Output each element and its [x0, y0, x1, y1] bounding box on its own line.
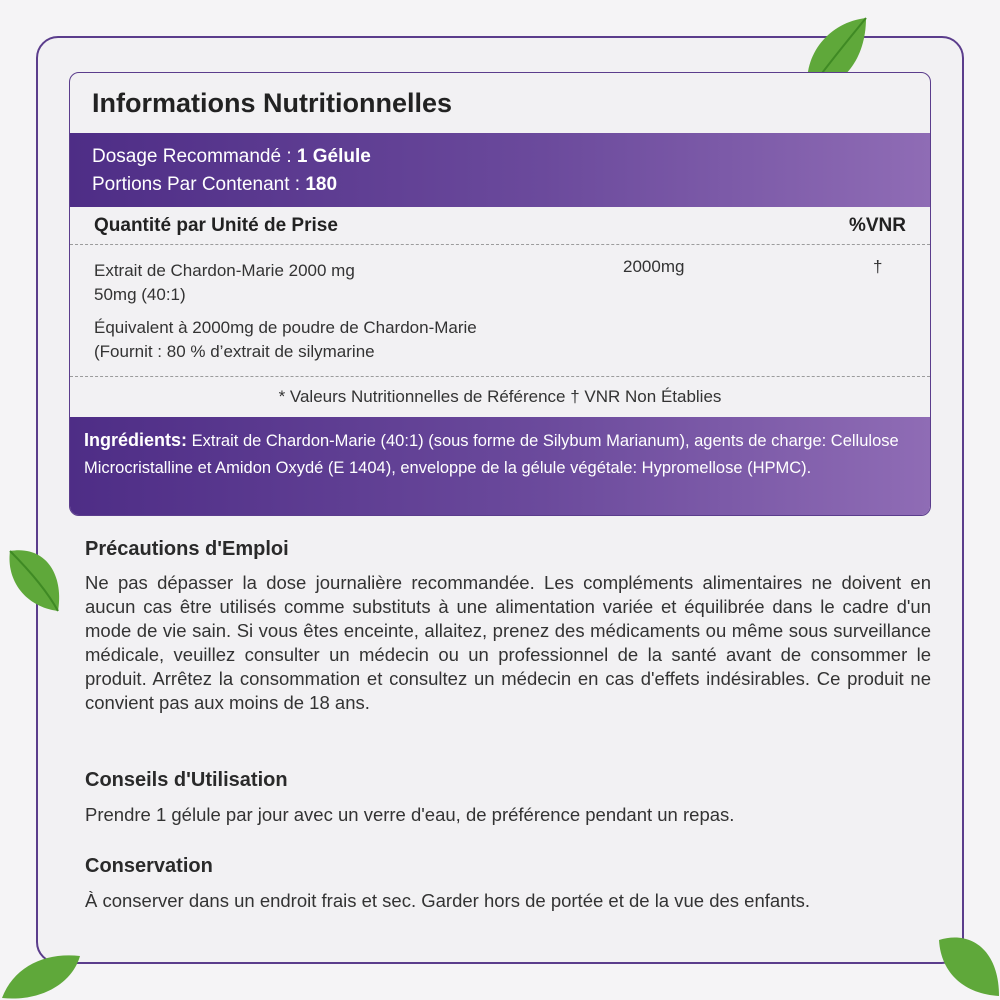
ingredients-band [70, 417, 930, 515]
qty-header: Quantité par Unité de Prise [94, 214, 338, 236]
table-rows [70, 245, 930, 377]
precautions-title: Précautions d'Emploi [85, 538, 289, 560]
portions-line [92, 171, 908, 199]
leaf-icon [6, 545, 64, 615]
row1-amount: 2000mg [623, 257, 685, 276]
nutrition-panel [69, 72, 931, 516]
portions-value: 180 [305, 174, 338, 195]
dosage-value: 1 Gélule [296, 146, 371, 167]
dosage-label: Dosage Recommandé : [92, 146, 297, 167]
footnote: * Valeurs Nutritionnelles de Référence † VNR Non Établies [278, 387, 722, 406]
vnr-header: %VNR [848, 214, 906, 236]
portions-label: Portions Par Contenant : [92, 174, 306, 195]
conservation-title: Conservation [85, 855, 213, 877]
row1-vnr: † [873, 257, 883, 276]
ingredients-text: Extrait de Chardon-Marie (40:1) (sous forme de Silybum Marianum), agents de charge: Cellulose Microcristalline et Amidon Oxydé (E 1404), enveloppe de la gélule végétale: Hypromellose (HPMC). [84, 432, 899, 477]
conseils-text: Prendre 1 gélule par jour avec un verre d'eau, de préférence pendant un repas. [85, 804, 735, 825]
dosage-line [92, 143, 908, 171]
table-header [70, 207, 930, 245]
row1-line2: 50mg (40:1) [94, 285, 186, 304]
leaf-icon [0, 950, 82, 1000]
row1-line1: Extrait de Chardon-Marie 2000 mg [94, 261, 355, 280]
table-row [94, 316, 477, 364]
panel-title: Informations Nutritionnelles [92, 87, 453, 118]
serving-band [70, 133, 930, 207]
row2-line2: (Fournit : 80 % d’extrait de silymarine [94, 342, 375, 361]
row2-line1: Équivalent à 2000mg de poudre de Chardon-Marie [94, 318, 477, 337]
conservation-text: À conserver dans un endroit frais et sec. Garder hors de portée et de la vue des enfants. [85, 890, 810, 911]
table-row [94, 259, 355, 307]
ingredients-label: Ingrédients: [84, 430, 188, 450]
leaf-icon [935, 930, 1000, 1000]
conseils-title: Conseils d'Utilisation [85, 769, 288, 791]
precautions-text: Ne pas dépasser la dose journalière recommandée. Les compléments alimentaires ne doivent en aucun cas être utilisés comme substituts à une alimentation variée et équilibrée dans le cadre d'un mode de vie sain. Si vous êtes enceinte, allaitez, prenez des médicaments ou même sous surveillance médicale, veuillez consulter un médecin ou un professionnel de la santé avant de consommer le produit. Arrêtez la consommation et consultez un médecin en cas d'effets indésirables. Ce produit ne convient pas aux moins de 18 ans. [85, 572, 931, 713]
